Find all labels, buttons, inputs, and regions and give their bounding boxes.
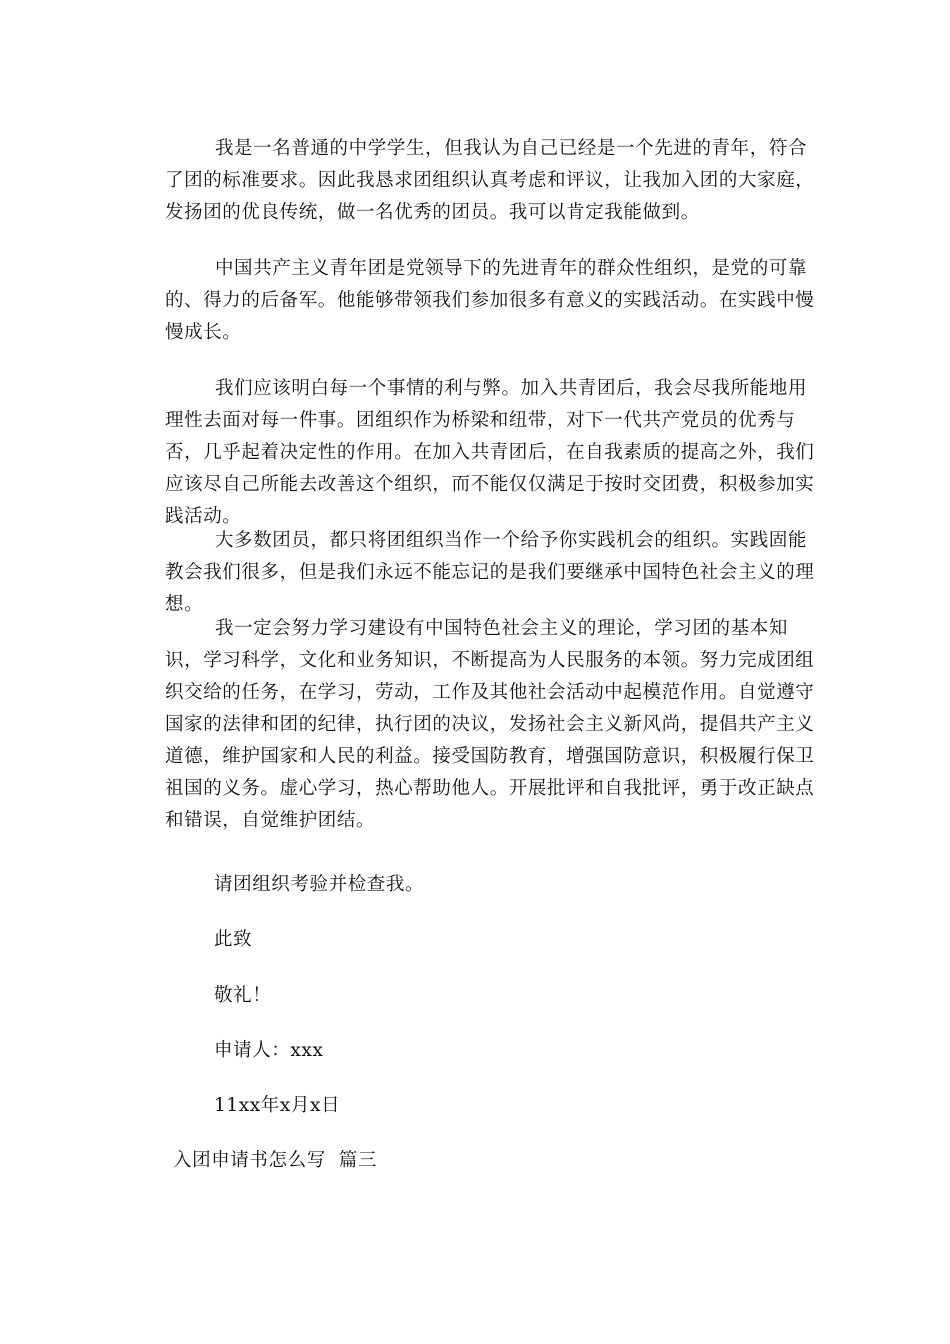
applicant-signature: 申请人：xxx xyxy=(214,1040,324,1061)
paragraph-5: 我一定会努力学习建设有中国特色社会主义的理论，学习团的基本知识，学习科学，文化和业务知识，不断提高为人民服务的本领。努力完成团组织交给的任务，在学习，劳动，工作及其他社会活动中起模范作用。自觉遵守国家的法律和团的纪律，执行团的决议，发扬社会主义新风尚，提倡共产主义道德，维护国家和人民的利益。接受国防教育，增强国防意识，积极履行保卫祖国的义务。虚心学习，热心帮助他人。开展批评和自我批评，勇于改正缺点和错误，自觉维护团结。 xyxy=(165,618,815,831)
section-heading: 入团申请书怎么写 篇三 xyxy=(173,1150,377,1171)
closing-request: 请团组织考验并检查我。 xyxy=(214,874,425,895)
closing-regards: 敬礼！ xyxy=(214,985,272,1006)
paragraph-4: 大多数团员，都只将团组织当作一个给予你实践机会的组织。实践固能教会我们很多，但是我们永远不能忘记的是我们要继承中国特色社会主义的理想。 xyxy=(165,530,815,615)
application-date: 11xx年x月x日 xyxy=(214,1095,341,1116)
paragraph-3: 我们应该明白每一个事情的利与弊。加入共青团后，我会尽我所能地用理性去面对每一件事。团组织作为桥梁和纽带，对下一代共产党员的优秀与否，几乎起着决定性的作用。在加入共青团后，在自我素质的提高之外，我们应该尽自己所能去改善这个组织，而不能仅仅满足于按时交团费，积极参加实践活动。 xyxy=(165,378,815,527)
paragraph-2: 中国共产主义青年团是党领导下的先进青年的群众性组织，是党的可靠的、得力的后备军。他能够带领我们参加很多有意义的实践活动。在实践中慢慢成长。 xyxy=(165,258,815,343)
paragraph-1: 我是一名普通的中学学生，但我认为自己已经是一个先进的青年，符合了团的标准要求。因此我恳求团组织认真考虑和评议，让我加入团的大家庭，发扬团的优良传统，做一名优秀的团员。我可以肯定我能做到。 xyxy=(165,138,815,223)
closing-salutation: 此致 xyxy=(214,929,253,950)
